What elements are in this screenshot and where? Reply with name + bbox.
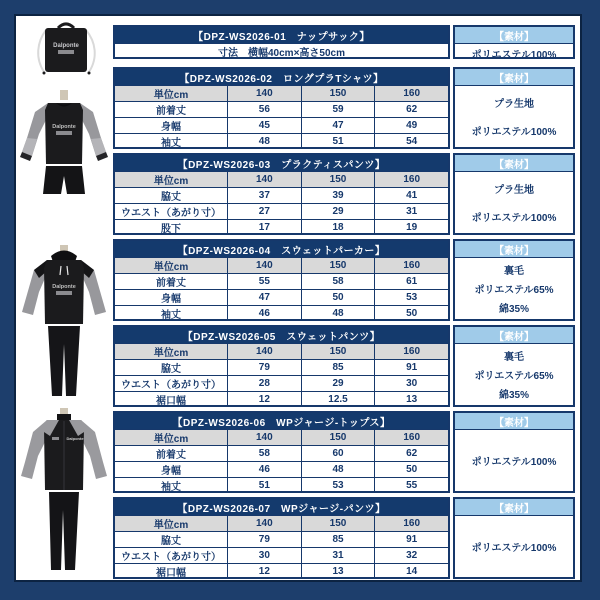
- size-header-cell: 160: [374, 430, 448, 445]
- measure-value-cell: 58: [301, 274, 375, 289]
- measure-label-cell: ウエスト（あがり寸）: [121, 208, 221, 219]
- material-header: 【素材】: [455, 69, 573, 86]
- measure-value-cell: 62: [374, 102, 448, 117]
- jersey-jacket-pants-photo: [19, 406, 109, 574]
- measure-label-cell: 前着丈: [156, 278, 186, 289]
- material-line: ポリエステル100%: [471, 457, 557, 468]
- measure-label-cell: 裾口幅: [156, 396, 186, 407]
- measure-value-cell: 91: [374, 532, 448, 547]
- measure-value-cell: 48: [227, 134, 301, 149]
- spec-table: [113, 325, 450, 407]
- measure-label-cell: 前着丈: [156, 450, 186, 461]
- measure-value-cell: 29: [301, 376, 375, 391]
- size-header-cell: 160: [374, 86, 448, 101]
- material-line: 綿35%: [498, 304, 529, 315]
- knapsack-photo: [24, 19, 108, 81]
- material-box: [453, 239, 575, 321]
- material-line: ポリエステル100%: [471, 127, 557, 139]
- material-line: プラ生地: [494, 98, 534, 110]
- measure-value-cell: 60: [301, 446, 375, 461]
- measure-value-cell: 50: [374, 306, 448, 321]
- section-dpz-ws2026-03: [113, 153, 575, 235]
- unit-header-cell: 単位cm: [153, 176, 189, 187]
- material-line: 裏毛: [504, 352, 524, 363]
- material-box: [453, 411, 575, 493]
- measure-value-cell: 50: [374, 462, 448, 477]
- brand-logo-text: Dalponte: [53, 43, 79, 49]
- measure-value-cell: 28: [227, 376, 301, 391]
- size-header-cell: 140: [227, 430, 301, 445]
- material-line: ポリエステル100%: [471, 543, 557, 554]
- unit-header-cell: 単位cm: [153, 262, 189, 273]
- measure-value-cell: 50: [301, 290, 375, 305]
- material-box: [453, 67, 575, 149]
- measure-value-cell: 62: [374, 446, 448, 461]
- measure-value-cell: 54: [374, 134, 448, 149]
- spec-table: [113, 497, 450, 579]
- product-title: 【DPZ-WS2026-01 ナップサック】: [115, 27, 448, 43]
- measure-value-cell: 48: [301, 462, 375, 477]
- measure-value-cell: 41: [374, 188, 448, 203]
- size-header-cell: 150: [301, 430, 375, 445]
- measure-value-cell: 30: [374, 376, 448, 391]
- spec-sections: [113, 25, 575, 579]
- measure-value-cell: 79: [227, 532, 301, 547]
- section-dpz-ws2026-07: [113, 497, 575, 579]
- material-line: ポリエステル100%: [471, 50, 557, 61]
- measure-value-cell: 31: [374, 204, 448, 219]
- measure-value-cell: 30: [227, 548, 301, 563]
- spec-table: [113, 239, 450, 321]
- long-shirt-shorts-photo: [19, 88, 109, 240]
- measure-label-cell: 袖丈: [161, 482, 181, 493]
- measure-value-cell: 46: [227, 306, 301, 321]
- brand-logo-text: Dalponte: [52, 284, 76, 290]
- material-line: ポリエステル100%: [471, 213, 557, 225]
- measure-value-cell: 14: [374, 564, 448, 579]
- section-dpz-ws2026-05: [113, 325, 575, 407]
- measure-label-cell: 股下: [161, 224, 181, 235]
- measure-value-cell: 31: [301, 548, 375, 563]
- measure-value-cell: 56: [227, 102, 301, 117]
- size-header-cell: 140: [227, 258, 301, 273]
- spec-table: [113, 25, 450, 59]
- section-dpz-ws2026-06: [113, 411, 575, 493]
- brand-logo-text: Dalponte: [52, 124, 76, 130]
- measure-value-cell: 85: [301, 360, 375, 375]
- measure-value-cell: 18: [301, 220, 375, 235]
- product-photo-column: [16, 16, 113, 580]
- measure-value-cell: 29: [301, 204, 375, 219]
- size-header-cell: 160: [374, 172, 448, 187]
- size-header-cell: 150: [301, 344, 375, 359]
- measure-value-cell: 79: [227, 360, 301, 375]
- measure-value-cell: 48: [301, 306, 375, 321]
- spec-table: [113, 411, 450, 493]
- measure-label-cell: 袖丈: [161, 310, 181, 321]
- unit-header-cell: 単位cm: [153, 434, 189, 445]
- material-line: ポリエステル65%: [474, 371, 554, 382]
- measure-value-cell: 49: [374, 118, 448, 133]
- measure-value-cell: 39: [301, 188, 375, 203]
- material-line: プラ生地: [494, 184, 534, 196]
- measure-label-cell: ウエスト（あがり寸）: [121, 552, 221, 563]
- product-title: 【DPZ-WS2026-02 ロングプラTシャツ】: [115, 69, 448, 85]
- size-header-cell: 150: [301, 258, 375, 273]
- measure-value-cell: 37: [227, 188, 301, 203]
- material-line: ポリエステル65%: [474, 285, 554, 296]
- measure-label-cell: 身幅: [161, 122, 181, 133]
- size-header-cell: 150: [301, 86, 375, 101]
- section-dpz-ws2026-04: [113, 239, 575, 321]
- material-line: 綿35%: [498, 390, 529, 401]
- measure-value-cell: 91: [374, 360, 448, 375]
- spec-table: [113, 67, 450, 149]
- material-box: [453, 153, 575, 235]
- measure-value-cell: 61: [374, 274, 448, 289]
- measure-value-cell: 12: [227, 564, 301, 579]
- measure-label-cell: 袖丈: [161, 138, 181, 149]
- measure-value-cell: 13: [374, 392, 448, 407]
- measure-value-cell: 46: [227, 462, 301, 477]
- size-header-cell: 140: [227, 516, 301, 531]
- product-title: 【DPZ-WS2026-03 プラクティスパンツ】: [115, 155, 448, 171]
- measure-value-cell: 55: [227, 274, 301, 289]
- measure-value-cell: 53: [374, 290, 448, 305]
- measure-value-cell: 85: [301, 532, 375, 547]
- measure-value-cell: 51: [227, 478, 301, 493]
- measure-label-cell: ウエスト（あがり寸）: [121, 380, 221, 391]
- hoodie-sweatpants-photo: [19, 244, 109, 402]
- measure-value-cell: 59: [301, 102, 375, 117]
- material-line: 裏毛: [504, 266, 524, 277]
- product-title: 【DPZ-WS2026-06 WPジャージ-トップス】: [115, 413, 448, 429]
- measure-value-cell: 47: [301, 118, 375, 133]
- section-dpz-ws2026-02: [113, 67, 575, 149]
- section-dpz-ws2026-01: [113, 25, 575, 59]
- size-header-cell: 160: [374, 344, 448, 359]
- unit-header-cell: 単位cm: [153, 520, 189, 531]
- measure-value-cell: 53: [301, 478, 375, 493]
- measure-label-cell: 裾口幅: [156, 568, 186, 579]
- size-header-cell: 140: [227, 344, 301, 359]
- product-title: 【DPZ-WS2026-04 スウェットパーカー】: [115, 241, 448, 257]
- size-header-cell: 140: [227, 86, 301, 101]
- measure-label-cell: 脇丈: [161, 536, 181, 547]
- size-header-cell: 150: [301, 516, 375, 531]
- measure-value-cell: 58: [227, 446, 301, 461]
- material-header: 【素材】: [455, 327, 573, 344]
- measure-label-cell: 脇丈: [161, 364, 181, 375]
- measure-value-cell: 55: [374, 478, 448, 493]
- size-header-cell: 140: [227, 172, 301, 187]
- measure-value-cell: 32: [374, 548, 448, 563]
- dimension-note: 寸法 横幅40cm×高さ50cm: [218, 48, 345, 59]
- measure-value-cell: 12: [227, 392, 301, 407]
- measure-label-cell: 身幅: [161, 466, 181, 477]
- material-header: 【素材】: [455, 499, 573, 516]
- material-box: [453, 25, 575, 59]
- size-header-cell: 150: [301, 172, 375, 187]
- unit-header-cell: 単位cm: [153, 90, 189, 101]
- measure-value-cell: 45: [227, 118, 301, 133]
- measure-value-cell: 27: [227, 204, 301, 219]
- measure-value-cell: 47: [227, 290, 301, 305]
- material-box: [453, 325, 575, 407]
- measure-label-cell: 身幅: [161, 294, 181, 305]
- unit-header-cell: 単位cm: [153, 348, 189, 359]
- brand-logo-text: Dalponte: [66, 436, 84, 441]
- measure-label-cell: 前着丈: [156, 106, 186, 117]
- size-header-cell: 160: [374, 258, 448, 273]
- measure-value-cell: 19: [374, 220, 448, 235]
- product-title: 【DPZ-WS2026-05 スウェットパンツ】: [115, 327, 448, 343]
- measure-value-cell: 12.5: [301, 392, 375, 407]
- measure-value-cell: 17: [227, 220, 301, 235]
- material-header: 【素材】: [455, 155, 573, 172]
- material-box: [453, 497, 575, 579]
- spec-sheet-canvas: [14, 14, 582, 582]
- measure-value-cell: 13: [301, 564, 375, 579]
- size-header-cell: 160: [374, 516, 448, 531]
- material-header: 【素材】: [455, 241, 573, 258]
- product-title: 【DPZ-WS2026-07 WPジャージ-パンツ】: [115, 499, 448, 515]
- spec-table: [113, 153, 450, 235]
- material-header: 【素材】: [455, 413, 573, 430]
- material-header: 【素材】: [455, 27, 573, 44]
- measure-value-cell: 51: [301, 134, 375, 149]
- measure-label-cell: 脇丈: [161, 192, 181, 203]
